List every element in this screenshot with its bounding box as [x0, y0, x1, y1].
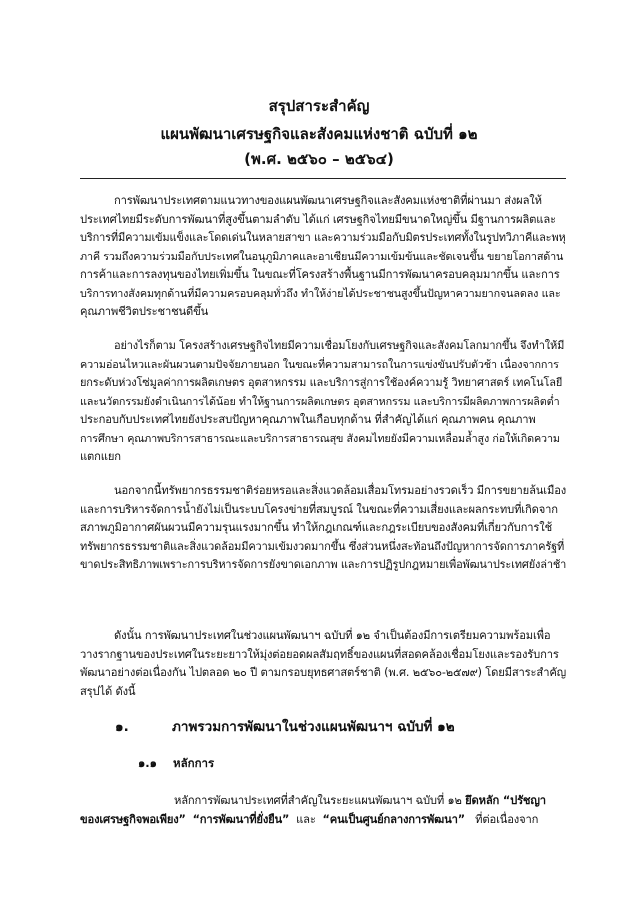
text-line: ประเทศไทยมีระดับการพัฒนาที่สูงขึ้นตามลำดับ ได้แก่ เศรษฐกิจไทยมีขนาดใหญ่ขึ้น มีฐานการผลิตและ [80, 212, 556, 226]
principle-tail: ที่ต่อเนื่องจาก [464, 812, 539, 826]
text-line: ประกอบกับประเทศไทยยังประสบปัญหาคุณภาพในเกือบทุกด้าน ที่สำคัญได้แก่ คุณภาพคน คุณภาพ [80, 413, 536, 426]
text-line: ดังนั้น การพัฒนาประเทศในช่วงแผนพัฒนาฯ ฉบับที่ ๑๒ จำเป็นต้องมีการเตรียมความพร้อมเพื่อ [114, 629, 551, 642]
paragraph-2 [80, 337, 566, 467]
text-line [80, 811, 566, 830]
text-line: และนวัตกรรมยังดำเนินการได้น้อย ทำให้ฐานการผลิตเกษตร อุตสาหกรรม และบริการมีผลิตภาพการผลิตต่ำ [80, 394, 560, 408]
principle-sep [186, 813, 193, 826]
text-line: ขาดประสิทธิภาพเพราะการบริหารจัดการยังขาดเอกภาพ และการปฏิรูปกฎหมายเพื่อพัฒนาประเทศยังล่าช้า [80, 558, 567, 571]
text-line: ภาคี รวมถึงความร่วมมือกับประเทศในอนุภูมิภาคและอาเซียนมีความเข้มข้นและชัดเจนขึ้น ขยายโอกาสด้าน [80, 249, 564, 263]
text-line [80, 792, 566, 811]
doc-subtitle: แผนพัฒนาเศรษฐกิจและสังคมแห่งชาติ ฉบับที่ ๑๒ [160, 125, 478, 143]
text-line: บริการทางสังคมทุกด้านที่มีความครอบคลุมทั่วถึง ทำให้ง่ายได้ประชาชนสูงขึ้นปัญหาความยากจนลดลง และ [80, 286, 561, 300]
subsection-heading-1-1 [80, 754, 566, 772]
text-line: แตกแยก [80, 450, 121, 463]
text-line: การศึกษา คุณภาพบริการสาธารณะและบริการสาธารณสุข สังคมไทยยังมีความเหลื่อมล้ำสูง ก่อให้เกิดความ [80, 431, 560, 445]
text-line: คุณภาพชีวิตประชาชนดีขึ้น [80, 305, 209, 318]
principle-bold: ของเศรษฐกิจพอเพียง” [80, 812, 186, 826]
principle-bold: ยึดหลัก “ปรัชญา [465, 794, 546, 807]
text-line: การพัฒนาประเทศตามแนวทางของแผนพัฒนาเศรษฐกิจและสังคมแห่งชาติที่ผ่านมา ส่งผลให้ [114, 194, 542, 207]
text-line: พัฒนาอย่างต่อเนื่องกัน ไปตลอด ๒๐ ปี ตามกรอบยุทธศาสตร์ชาติ (พ.ศ. ๒๕๖๐-๒๕๗๙) โดยมีสาระสำคัญ [80, 666, 567, 679]
paragraph-4 [80, 627, 566, 701]
principle-sep: และ [289, 812, 323, 826]
text-line: การค้าและการลงทุนของไทยเพิ่มขึ้น ในขณะที่โครงสร้างพื้นฐานมีการพัฒนาครอบคลุมมากขึ้น และการ [80, 268, 560, 281]
paragraph-1 [80, 192, 566, 322]
principle-bold: “การพัฒนาที่ยั่งยืน” [192, 812, 290, 826]
doc-title: สรุปสาระสำคัญ [268, 97, 370, 115]
principle-paragraph [80, 792, 566, 829]
subsection-number: ๑.๑ [138, 756, 157, 770]
paragraph-3 [80, 482, 566, 575]
section-heading-1 [80, 718, 566, 736]
text-line: และการบริหารจัดการน้ำยังไม่เป็นระบบโครงข่ายที่สมบูรณ์ ในขณะที่ความเสี่ยงและผลกระทบที่เกิดจาก [80, 502, 558, 516]
text-line: บริการที่มีความเข้มแข็งและโดดเด่นในหลายสาขา และความร่วมมือกับมิตรประเทศทั้งในรูปทวิภาคีและพหุ [80, 231, 566, 244]
principle-bold: “คนเป็นศูนย์กลางการพัฒนา” [322, 812, 465, 826]
doc-period: (พ.ศ. ๒๕๖๐ – ๒๕๖๔) [244, 150, 394, 168]
title-divider [80, 178, 566, 179]
text-line: สภาพภูมิอากาศผันผวนมีความรุนแรงมากขึ้น ทำให้กฎเกณฑ์และกฎระเบียบของสังคมที่เกี่ยวกับการใช้ [80, 521, 553, 534]
principle-intro: หลักการพัฒนาประเทศที่สำคัญในระยะแผนพัฒนาฯ ฉบับที่ ๑๒ [174, 794, 466, 807]
text-line: ความอ่อนไหวและผันผวนตามปัจจัยภายนอก ในขณะที่ความสามารถในการแข่งขันปรับตัวช้า เนื่องจากการ [80, 357, 559, 371]
text-line: อย่างไรก็ตาม โครงสร้างเศรษฐกิจไทยมีความเชื่อมโยงกับเศรษฐกิจและสังคมโลกมากขึ้น จึงทำให้มี [114, 339, 565, 352]
text-line: ยกระดับห่วงโซ่มูลค่าการผลิตเกษตร อุตสาหกรรม และบริการสู่การใช้องค์ความรู้ วิทยาศาสตร์ เทคโนโลยี [80, 376, 563, 389]
text-line: วางรากฐานของประเทศในระยะยาวให้มุ่งต่อยอดผลสัมฤทธิ์ของแผนที่สอดคล้องเชื่อมโยงและรองรับการ [80, 647, 559, 661]
subsection-title: หลักการ [173, 756, 215, 770]
section-title: ภาพรวมการพัฒนาในช่วงแผนพัฒนาฯ ฉบับที่ ๑๒ [172, 719, 455, 735]
text-line: ทรัพยากรธรรมชาติและสิ่งแวดล้อมมีความเข้มงวดมากขึ้น ซึ่งส่วนหนึ่งสะท้อนถึงปัญหาการจัดการภาครัฐที่ [80, 539, 565, 553]
text-line: นอกจากนี้ทรัพยากรธรรมชาติร่อยหรอและสิ่งแวดล้อมเสื่อมโทรมอย่างรวดเร็ว มีการขยายล้นเมือง [114, 484, 567, 497]
section-number: ๑. [115, 719, 129, 735]
text-line: สรุปได้ ดังนี้ [80, 684, 136, 698]
